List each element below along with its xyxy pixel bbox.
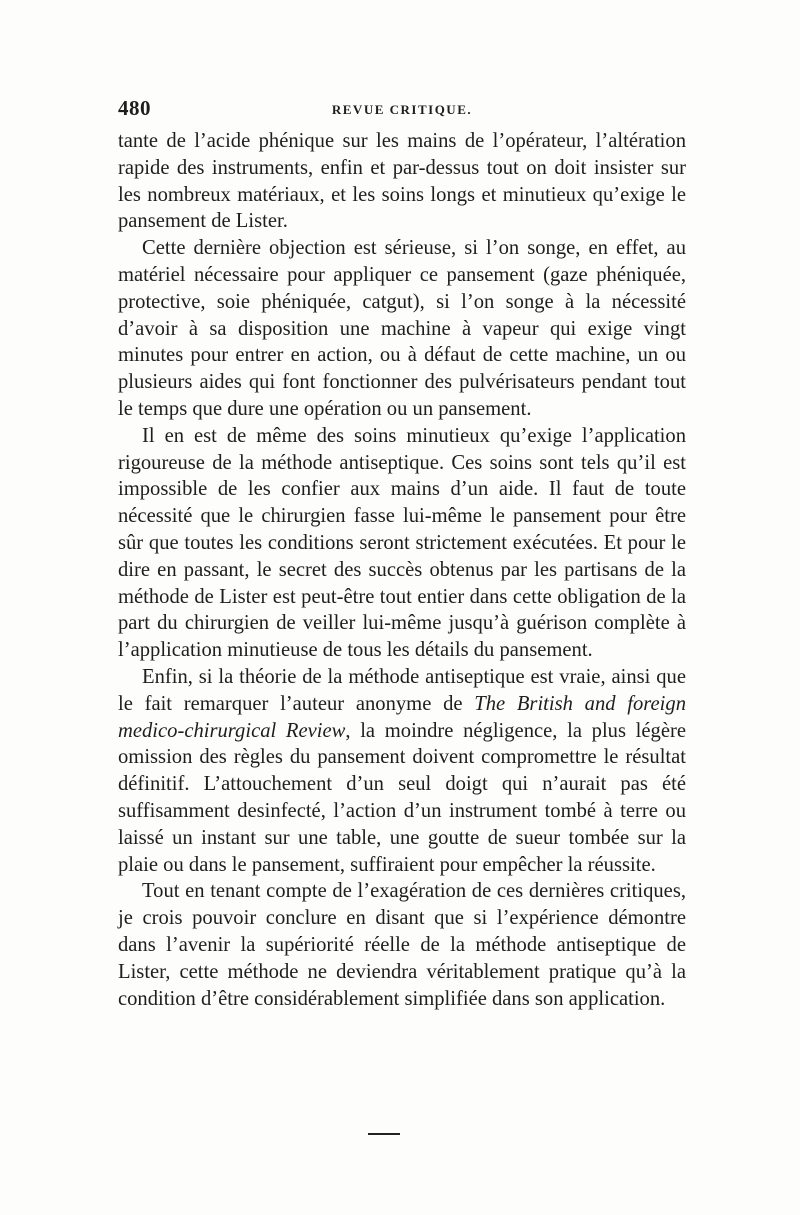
running-title: REVUE CRITIQUE. — [331, 102, 473, 117]
paragraph-5: Tout en tenant compte de l’exagération de ces dernières critiques, je crois pouvoir conclure en disant que si l’expérience démontre dans l’avenir la supériorité réelle de la méthode antiseptique de Lister, cette méthode ne deviendra véritablement pratique qu’à la condition d’être considérablement simplifiée dans son application. — [118, 880, 686, 1010]
paragraph-4 — [118, 664, 686, 878]
journal-title: The British and foreign medico-chirurgical Review — [118, 692, 686, 742]
paragraph-4-text-before: Enfin, si la théorie de la méthode antiseptique est vraie, ainsi que le fait remarquer l’auteur anonyme de — [118, 665, 686, 715]
paragraph-1: tante de l’acide phénique sur les mains de l’opérateur, l’altération rapide des instruments, enfin et par-dessus tout on doit insister sur les nombreux matériaux, et les soins longs et minutieux qu’exige le pansement de Lister. — [118, 130, 686, 233]
page-header — [118, 96, 686, 124]
page-number: 480 — [118, 96, 151, 120]
paragraph-3: Il en est de même des soins minutieux qu’exige l’application rigoureuse de la méthode antiseptique. Ces soins sont tels qu’il est impossible de les confier aux mains d’un aide. Il faut de toute nécessité que le chirurgien fasse lui-même le pansement pour être sûr que toutes les conditions seront strictement exécutées. Et pour le dire en passant, le secret des succès obtenus par les partisans de la méthode de Lister est peut-être tout entier dans cette obligation de la part du chirurgien de veiller lui-même jusqu’à guérison complète à l’application minutieuse de tous les détails du pansement. — [118, 424, 686, 662]
paragraph-4-text-after: , la moindre négligence, la plus légère omission des règles du pansement doivent compromettre le résultat définitif. L’attouchement d’un seul doigt qui n’aurait pas été suffisamment desinfecté, l’action d’un instrument tombé à terre ou laissé un instant sur une table, une goutte de sueur tombée sur la plaie ou dans le pansement, suffiraient pour empêcher la réussite. — [118, 719, 686, 876]
body-text — [118, 128, 686, 1012]
end-rule-divider — [368, 1133, 400, 1135]
paragraph-2: Cette dernière objection est sérieuse, si l’on songe, en effet, au matériel nécessaire pour appliquer ce pansement (gaze phéniquée, protective, soie phéniquée, catgut), si l’on songe à la nécessité d’avoir à sa disposition une machine à vapeur qui exige vingt minutes pour entrer en action, ou à défaut de cette machine, un ou plusieurs aides qui font fonctionner des pulvérisateurs pendant tout le temps que dure une opération ou un pansement. — [118, 237, 686, 420]
